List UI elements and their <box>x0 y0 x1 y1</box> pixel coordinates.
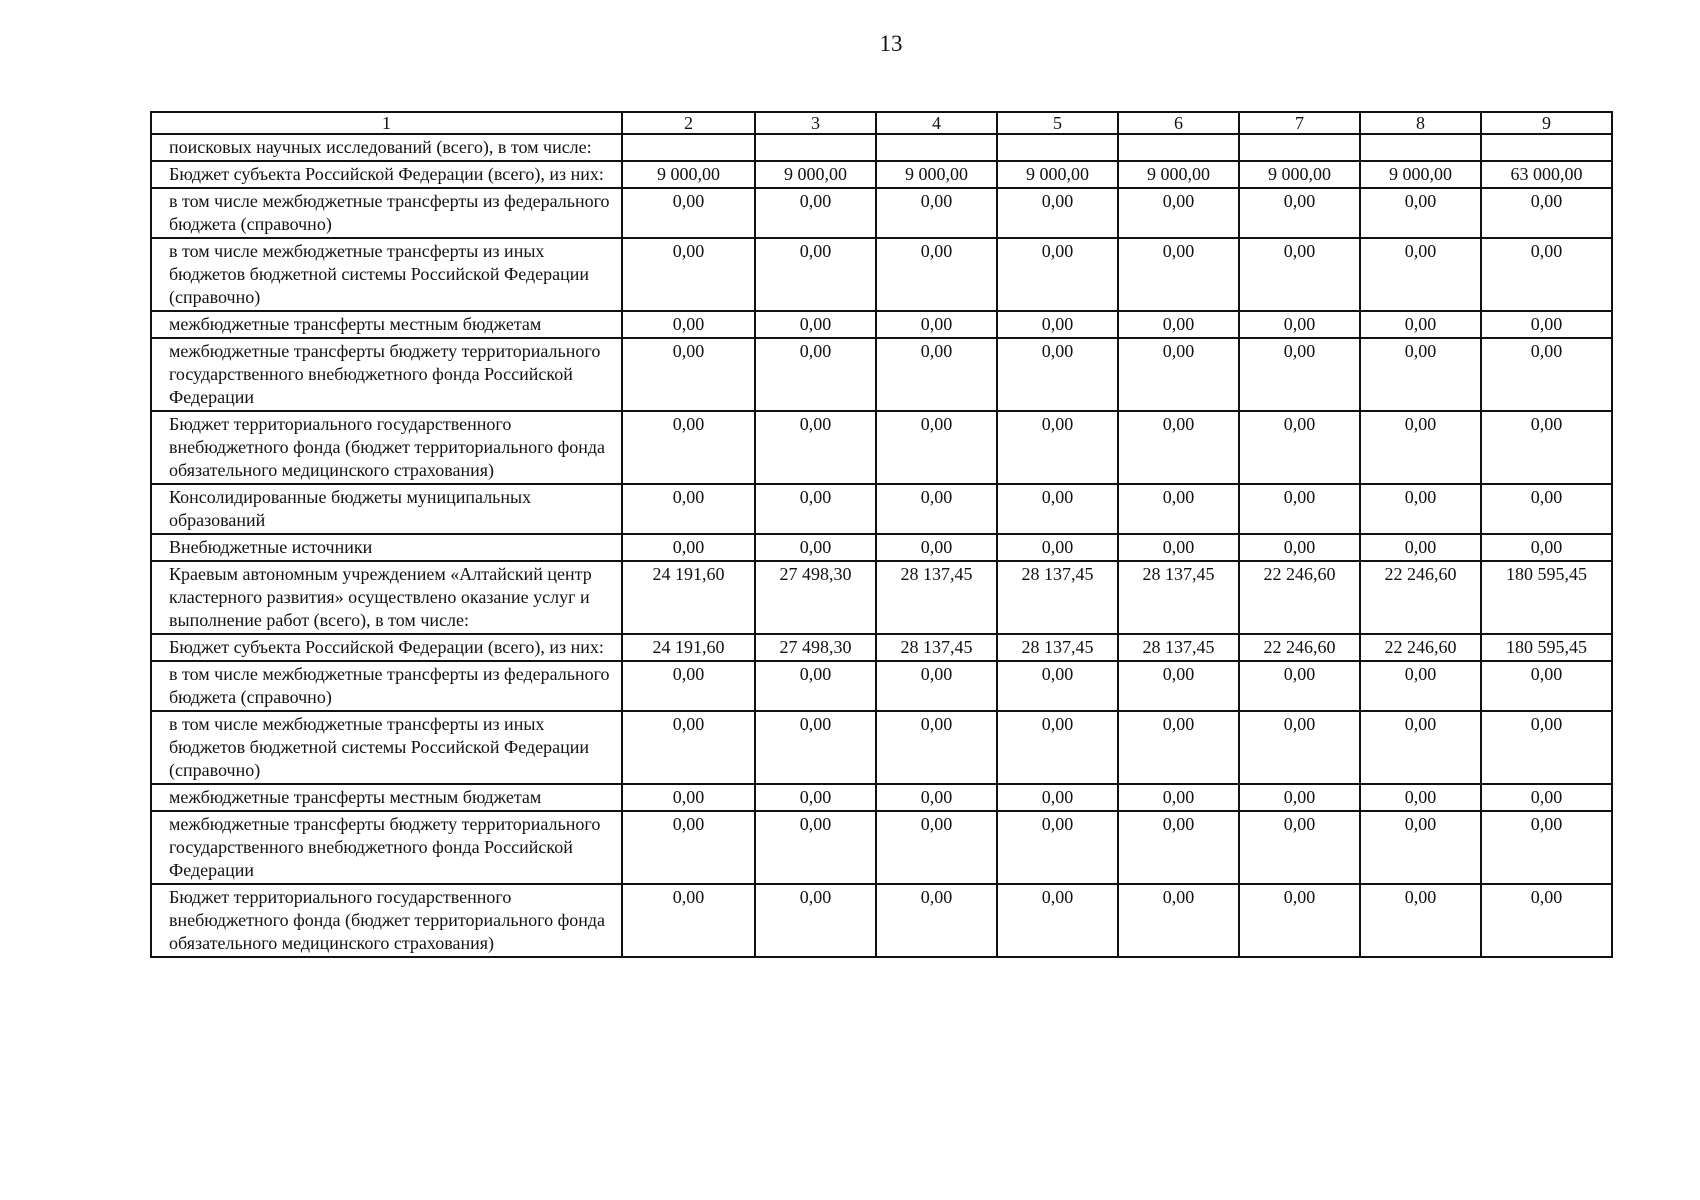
value-cell: 22 246,60 <box>1360 561 1481 634</box>
value-cell: 0,00 <box>622 711 755 784</box>
value-cell: 0,00 <box>1239 884 1360 957</box>
value-cell: 0,00 <box>876 534 997 561</box>
value-cell: 0,00 <box>622 484 755 534</box>
value-cell: 0,00 <box>997 811 1118 884</box>
value-cell: 0,00 <box>1239 784 1360 811</box>
value-cell: 0,00 <box>1360 484 1481 534</box>
budget-table <box>150 111 1613 958</box>
value-cell: 0,00 <box>1360 188 1481 238</box>
value-cell: 28 137,45 <box>1118 634 1239 661</box>
table-row <box>151 884 1612 957</box>
value-cell: 0,00 <box>876 784 997 811</box>
row-label: Бюджет территориального государственного внебюджетного фонда (бюджет территориального фонда обязательного медицинского страхования) <box>151 411 622 484</box>
value-cell: 0,00 <box>876 411 997 484</box>
value-cell: 0,00 <box>622 338 755 411</box>
value-cell: 0,00 <box>1239 311 1360 338</box>
value-cell: 0,00 <box>1118 784 1239 811</box>
value-cell: 0,00 <box>1118 238 1239 311</box>
value-cell: 0,00 <box>622 311 755 338</box>
value-cell: 0,00 <box>755 534 876 561</box>
column-number-row <box>151 112 1612 134</box>
value-cell: 63 000,00 <box>1481 161 1612 188</box>
row-label: Консолидированные бюджеты муниципальных образований <box>151 484 622 534</box>
value-cell: 0,00 <box>755 311 876 338</box>
table-row <box>151 811 1612 884</box>
value-cell: 0,00 <box>1239 484 1360 534</box>
column-header: 9 <box>1481 112 1612 134</box>
value-cell: 0,00 <box>1239 411 1360 484</box>
column-header: 5 <box>997 112 1118 134</box>
value-cell: 24 191,60 <box>622 634 755 661</box>
value-cell: 22 246,60 <box>1360 634 1481 661</box>
column-header: 4 <box>876 112 997 134</box>
row-label: Внебюджетные источники <box>151 534 622 561</box>
value-cell <box>755 134 876 161</box>
table-row <box>151 411 1612 484</box>
column-header: 7 <box>1239 112 1360 134</box>
value-cell <box>1360 134 1481 161</box>
value-cell: 0,00 <box>876 661 997 711</box>
row-label: межбюджетные трансферты местным бюджетам <box>151 784 622 811</box>
value-cell: 0,00 <box>622 188 755 238</box>
value-cell: 0,00 <box>1360 711 1481 784</box>
value-cell: 9 000,00 <box>622 161 755 188</box>
value-cell: 0,00 <box>1360 411 1481 484</box>
table-row <box>151 338 1612 411</box>
row-label: поисковых научных исследований (всего), в том числе: <box>151 134 622 161</box>
row-label: Краевым автономным учреждением «Алтайский центр кластерного развития» осуществлено оказание услуг и выполнение работ (всего), в том числе: <box>151 561 622 634</box>
column-header: 1 <box>151 112 622 134</box>
table-row <box>151 711 1612 784</box>
value-cell: 0,00 <box>1481 711 1612 784</box>
value-cell: 0,00 <box>755 484 876 534</box>
column-header: 6 <box>1118 112 1239 134</box>
row-label: межбюджетные трансферты бюджету территориального государственного внебюджетного фонда Российской Федерации <box>151 338 622 411</box>
value-cell: 0,00 <box>1360 784 1481 811</box>
value-cell: 28 137,45 <box>876 561 997 634</box>
value-cell: 0,00 <box>997 238 1118 311</box>
table-row <box>151 188 1612 238</box>
value-cell: 28 137,45 <box>876 634 997 661</box>
value-cell: 0,00 <box>876 711 997 784</box>
value-cell: 0,00 <box>1481 188 1612 238</box>
column-header: 2 <box>622 112 755 134</box>
value-cell: 0,00 <box>622 811 755 884</box>
row-label: Бюджет субъекта Российской Федерации (всего), из них: <box>151 161 622 188</box>
value-cell: 0,00 <box>1481 884 1612 957</box>
value-cell: 0,00 <box>755 188 876 238</box>
row-label: Бюджет территориального государственного внебюджетного фонда (бюджет территориального фонда обязательного медицинского страхования) <box>151 884 622 957</box>
value-cell: 0,00 <box>1239 711 1360 784</box>
value-cell: 0,00 <box>1481 811 1612 884</box>
value-cell <box>876 134 997 161</box>
value-cell: 0,00 <box>622 661 755 711</box>
value-cell: 0,00 <box>1481 534 1612 561</box>
value-cell: 0,00 <box>997 188 1118 238</box>
row-label: межбюджетные трансферты бюджету территориального государственного внебюджетного фонда Российской Федерации <box>151 811 622 884</box>
value-cell: 180 595,45 <box>1481 561 1612 634</box>
table-row <box>151 534 1612 561</box>
value-cell: 28 137,45 <box>997 561 1118 634</box>
column-header: 3 <box>755 112 876 134</box>
value-cell: 0,00 <box>1239 661 1360 711</box>
value-cell: 9 000,00 <box>755 161 876 188</box>
value-cell: 0,00 <box>622 534 755 561</box>
table-row <box>151 134 1612 161</box>
value-cell: 9 000,00 <box>1360 161 1481 188</box>
value-cell <box>1481 134 1612 161</box>
row-label: межбюджетные трансферты местным бюджетам <box>151 311 622 338</box>
value-cell: 0,00 <box>1360 534 1481 561</box>
value-cell: 0,00 <box>622 884 755 957</box>
table-row <box>151 784 1612 811</box>
value-cell: 0,00 <box>1481 238 1612 311</box>
value-cell: 0,00 <box>997 484 1118 534</box>
table-row <box>151 661 1612 711</box>
value-cell: 0,00 <box>997 311 1118 338</box>
table-row <box>151 238 1612 311</box>
value-cell: 0,00 <box>997 784 1118 811</box>
table-row <box>151 484 1612 534</box>
value-cell: 0,00 <box>622 238 755 311</box>
value-cell <box>997 134 1118 161</box>
value-cell: 0,00 <box>1118 311 1239 338</box>
table-body <box>151 134 1612 957</box>
value-cell: 0,00 <box>1239 534 1360 561</box>
value-cell: 0,00 <box>1360 311 1481 338</box>
value-cell: 9 000,00 <box>997 161 1118 188</box>
value-cell: 0,00 <box>1481 661 1612 711</box>
value-cell: 0,00 <box>1360 884 1481 957</box>
page-number: 13 <box>879 31 903 56</box>
value-cell: 0,00 <box>1481 484 1612 534</box>
row-label: в том числе межбюджетные трансферты из иных бюджетов бюджетной системы Российской Федерации (справочно) <box>151 238 622 311</box>
row-label: в том числе межбюджетные трансферты из федерального бюджета (справочно) <box>151 661 622 711</box>
value-cell: 180 595,45 <box>1481 634 1612 661</box>
row-label: Бюджет субъекта Российской Федерации (всего), из них: <box>151 634 622 661</box>
value-cell: 0,00 <box>1360 238 1481 311</box>
value-cell: 0,00 <box>997 338 1118 411</box>
value-cell: 27 498,30 <box>755 561 876 634</box>
value-cell: 0,00 <box>997 534 1118 561</box>
value-cell: 9 000,00 <box>1118 161 1239 188</box>
value-cell: 0,00 <box>1118 188 1239 238</box>
value-cell: 28 137,45 <box>1118 561 1239 634</box>
value-cell: 0,00 <box>997 411 1118 484</box>
value-cell: 0,00 <box>997 884 1118 957</box>
value-cell: 0,00 <box>876 884 997 957</box>
value-cell: 0,00 <box>622 784 755 811</box>
value-cell: 0,00 <box>1118 534 1239 561</box>
value-cell <box>622 134 755 161</box>
value-cell: 0,00 <box>622 411 755 484</box>
table-row <box>151 561 1612 634</box>
column-header: 8 <box>1360 112 1481 134</box>
value-cell: 0,00 <box>755 238 876 311</box>
value-cell: 0,00 <box>1118 884 1239 957</box>
value-cell: 0,00 <box>876 484 997 534</box>
value-cell: 22 246,60 <box>1239 561 1360 634</box>
value-cell: 0,00 <box>755 338 876 411</box>
value-cell: 0,00 <box>1239 188 1360 238</box>
value-cell: 0,00 <box>1239 238 1360 311</box>
value-cell: 0,00 <box>876 311 997 338</box>
value-cell: 0,00 <box>1239 338 1360 411</box>
value-cell: 0,00 <box>1481 784 1612 811</box>
row-label: в том числе межбюджетные трансферты из федерального бюджета (справочно) <box>151 188 622 238</box>
value-cell: 27 498,30 <box>755 634 876 661</box>
value-cell: 0,00 <box>876 338 997 411</box>
value-cell: 0,00 <box>1118 711 1239 784</box>
table-row <box>151 311 1612 338</box>
value-cell: 0,00 <box>755 784 876 811</box>
value-cell: 0,00 <box>997 711 1118 784</box>
value-cell: 9 000,00 <box>876 161 997 188</box>
value-cell: 0,00 <box>1118 811 1239 884</box>
value-cell: 0,00 <box>1239 811 1360 884</box>
value-cell: 0,00 <box>876 811 997 884</box>
value-cell: 0,00 <box>1118 338 1239 411</box>
table-row <box>151 161 1612 188</box>
value-cell: 0,00 <box>1481 338 1612 411</box>
value-cell: 9 000,00 <box>1239 161 1360 188</box>
value-cell: 0,00 <box>1360 338 1481 411</box>
value-cell: 0,00 <box>755 811 876 884</box>
value-cell: 0,00 <box>1118 661 1239 711</box>
value-cell: 0,00 <box>1481 411 1612 484</box>
value-cell: 0,00 <box>997 661 1118 711</box>
value-cell: 0,00 <box>876 238 997 311</box>
table-row <box>151 634 1612 661</box>
value-cell: 0,00 <box>1481 311 1612 338</box>
value-cell: 0,00 <box>1118 411 1239 484</box>
value-cell <box>1118 134 1239 161</box>
value-cell: 24 191,60 <box>622 561 755 634</box>
value-cell: 0,00 <box>755 884 876 957</box>
value-cell: 0,00 <box>1360 661 1481 711</box>
row-label: в том числе межбюджетные трансферты из иных бюджетов бюджетной системы Российской Федерации (справочно) <box>151 711 622 784</box>
value-cell: 22 246,60 <box>1239 634 1360 661</box>
value-cell: 0,00 <box>755 411 876 484</box>
value-cell <box>1239 134 1360 161</box>
value-cell: 0,00 <box>876 188 997 238</box>
value-cell: 0,00 <box>1360 811 1481 884</box>
value-cell: 0,00 <box>755 661 876 711</box>
value-cell: 0,00 <box>1118 484 1239 534</box>
value-cell: 28 137,45 <box>997 634 1118 661</box>
value-cell: 0,00 <box>755 711 876 784</box>
